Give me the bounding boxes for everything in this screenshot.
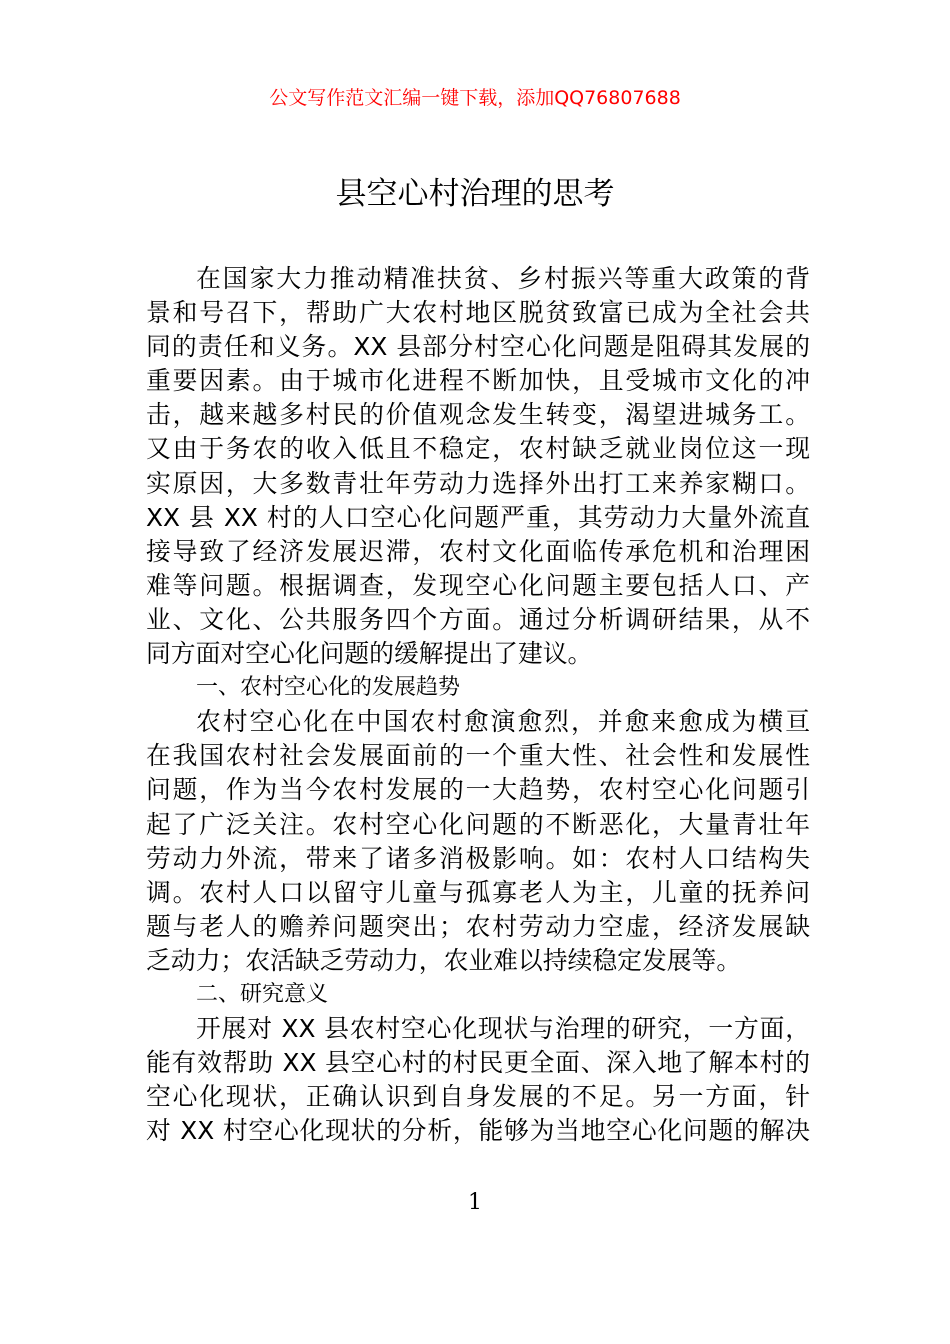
promo-banner: 公文写作范文汇编一键下载，添加QQ76807688 [269,87,681,109]
section-heading: 一、农村空心化的发展趋势 [196,675,461,701]
body-line: 接导致了经济发展迟滞，农村文化面临传承危机和治理困 [146,536,810,566]
body-line: 击，越来越多村民的价值观念发生转变，渴望进城务工。 [146,400,810,430]
body-line: 业、文化、公共服务四个方面。通过分析调研结果，从不 [146,604,810,634]
body-line: 又由于务农的收入低且不稳定，农村缺乏就业岗位这一现 [146,434,810,464]
body-line: 重要因素。由于城市化进程不断加快，且受城市文化的冲 [146,366,810,396]
body-line: 同的责任和义务。XX 县部分村空心化问题是阻碍其发展的 [146,332,810,362]
body-line: 在我国农村社会发展面前的一个重大性、社会性和发展性 [146,741,810,771]
body-line: 同方面对空心化问题的缓解提出了建议。 [146,639,593,669]
body-line: 空心化现状，正确认识到自身发展的不足。另一方面，针 [146,1082,810,1112]
body-line: 劳动力外流，带来了诸多消极影响。如：农村人口结构失 [146,843,810,873]
body-line: 在国家大力推动精准扶贫、乡村振兴等重大政策的背 [196,264,810,293]
body-line: 调。农村人口以留守儿童与孤寡老人为主，儿童的抚养问 [146,877,810,907]
body-line: 问题，作为当今农村发展的一大趋势，农村空心化问题引 [146,775,810,805]
page-number: 1 [468,1190,482,1215]
body-line: 农村空心化在中国农村愈演愈烈，并愈来愈成为横亘 [196,707,810,737]
body-line: 难等问题。根据调查，发现空心化问题主要包括人口、产 [146,570,810,600]
body-line: 对 XX 村空心化现状的分析，能够为当地空心化问题的解决 [146,1116,810,1146]
section-heading: 二、研究意义 [196,981,329,1007]
body-line: 乏动力；农活缺乏劳动力，农业难以持续稳定发展等。 [146,945,742,975]
body-line: 景和号召下，帮助广大农村地区脱贫致富已成为全社会共 [146,298,810,328]
body-line: 实原因，大多数青壮年劳动力选择外出打工来养家糊口。 [146,468,810,498]
body-line: 题与老人的赡养问题突出；农村劳动力空虚，经济发展缺 [146,911,810,941]
body-line: 开展对 XX 县农村空心化现状与治理的研究，一方面， [196,1014,810,1044]
body-line: 能有效帮助 XX 县空心村的村民更全面、深入地了解本村的 [146,1048,810,1078]
document-title: 县空心村治理的思考 [335,176,615,212]
body-line: 起了广泛关注。农村空心化问题的不断恶化，大量青壮年 [146,809,810,839]
document-body [146,262,810,1148]
body-line: XX 县 XX 村的人口空心化问题严重，其劳动力大量外流直 [146,502,810,532]
